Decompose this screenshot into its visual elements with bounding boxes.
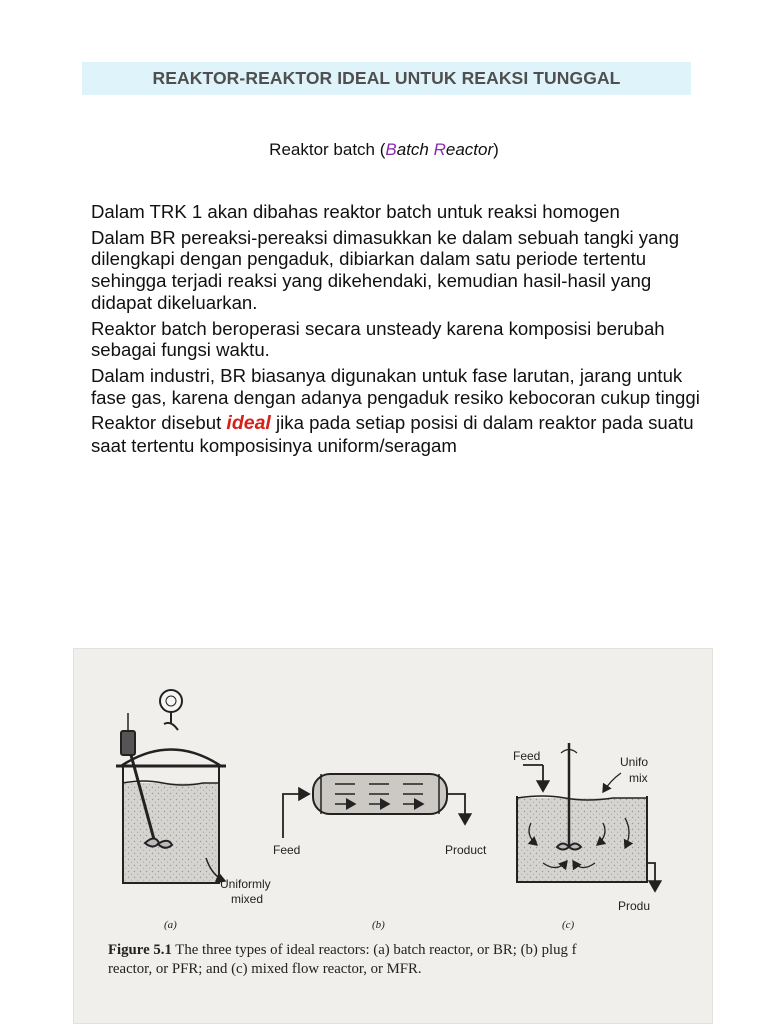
subtitle (0, 140, 768, 160)
paragraph-trk: Dalam TRK 1 akan dibahas reaktor batch untuk reaksi homogen (91, 201, 620, 222)
label-produ: Produ (618, 899, 651, 913)
ideal-highlight: ideal (226, 412, 271, 435)
label-product-pfr: Product (445, 843, 487, 857)
label-mixed: mixed (231, 892, 264, 906)
label-a: (a) (164, 919, 177, 931)
reactor-figure (73, 648, 713, 1024)
ideal-prefix: Reaktor disebut (91, 412, 227, 434)
label-feed-pfr: Feed (273, 843, 301, 857)
plug-flow-reactor-drawing (283, 774, 465, 838)
body-text (91, 201, 711, 461)
figure-caption (108, 941, 708, 979)
label-mix: mix (629, 771, 648, 785)
caption-line1: The three types of ideal reactors: (a) batch reactor, or BR; (b) plug f (171, 942, 577, 958)
paragraph-industry: Dalam industri, BR biasanya digunakan untuk fase larutan, jarang untuk fase gas, karena dengan adanya pengaduk resiko kebocoran cukup tinggi (91, 364, 700, 408)
title-banner (82, 62, 691, 95)
paragraph-br-process: Dalam BR pereaksi-pereaksi dimasukkan ke dalam sebuah tangki yang dilengkapi dengan pengaduk, dibiarkan dalam satu periode tertentu sehingga terjadi reaksi yang dikehendaki, kemudian hasil-hasil yang didapat dikeluarkan. (91, 226, 680, 313)
paragraph-unsteady: Reaktor batch beroperasi secara unsteady karena komposisi berubah sebagai fungsi waktu. (91, 317, 665, 361)
subtitle-r-letter: R (433, 140, 446, 159)
page-title: REAKTOR-REAKTOR IDEAL UNTUK REAKSI TUNGGAL (152, 68, 621, 88)
label-feed-mfr: Feed (513, 749, 541, 763)
subtitle-suffix: ) (493, 140, 499, 159)
label-b: (b) (372, 919, 385, 931)
caption-label: Figure 5.1 (108, 942, 172, 958)
subtitle-b-rest: atch (396, 140, 434, 159)
label-uniformly: Uniformly (220, 877, 271, 891)
label-c: (c) (562, 919, 575, 931)
subtitle-prefix: Reaktor batch ( (269, 140, 386, 159)
label-unifo: Unifo (620, 755, 649, 769)
batch-reactor-drawing (116, 690, 226, 883)
paragraph-ideal (91, 412, 711, 456)
ideal-suffix: jika pada setiap posisi di dalam reaktor pada suatu saat tertentu komposisinya uniform/seragam (91, 412, 694, 457)
subtitle-b-letter: B (385, 140, 397, 159)
subtitle-r-rest: eactor (445, 140, 494, 159)
caption-line2: reactor, or PFR; and (c) mixed flow reactor, or MFR. (108, 961, 422, 977)
